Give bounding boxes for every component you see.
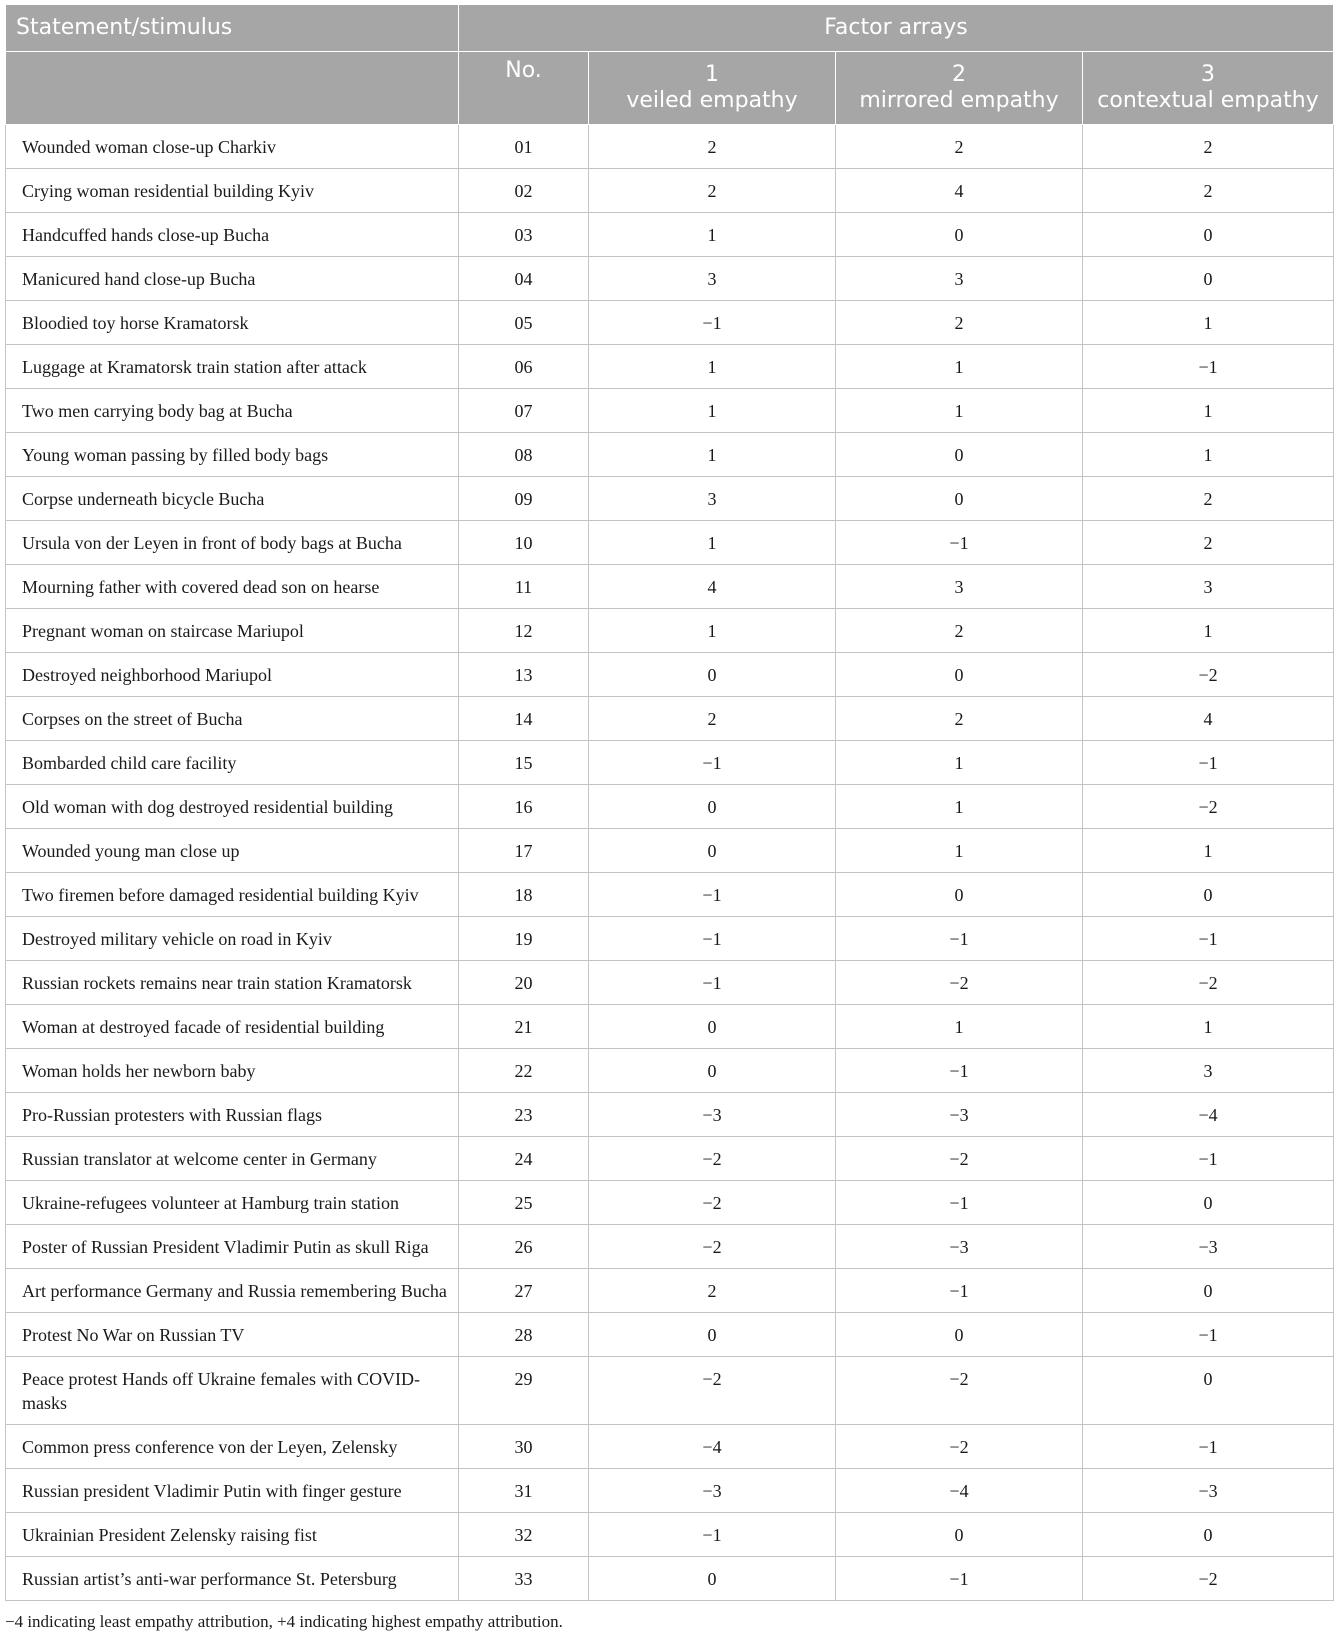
table-header xyxy=(6,5,1334,125)
cell-no: 15 xyxy=(459,741,589,785)
cell-no: 05 xyxy=(459,301,589,345)
cell-factor-3: −2 xyxy=(1083,1557,1334,1601)
cell-statement: Destroyed neighborhood Mariupol xyxy=(6,653,459,697)
cell-factor-3: −1 xyxy=(1083,741,1334,785)
table-row xyxy=(6,741,1334,785)
header-no xyxy=(459,52,589,125)
cell-statement: Peace protest Hands off Ukraine females with COVID-masks xyxy=(6,1357,459,1425)
cell-statement: Ukraine-refugees volunteer at Hamburg train station xyxy=(6,1181,459,1225)
factor-3-number: 3 xyxy=(1201,62,1216,87)
cell-factor-1: 0 xyxy=(589,1557,836,1601)
table-row xyxy=(6,1181,1334,1225)
cell-factor-2: 0 xyxy=(836,477,1083,521)
cell-factor-1: −1 xyxy=(589,961,836,1005)
cell-no: 06 xyxy=(459,345,589,389)
cell-no: 30 xyxy=(459,1425,589,1469)
cell-factor-1: −2 xyxy=(589,1137,836,1181)
table-row xyxy=(6,1225,1334,1269)
cell-factor-3: 2 xyxy=(1083,169,1334,213)
cell-factor-2: 0 xyxy=(836,873,1083,917)
cell-factor-1: −2 xyxy=(589,1357,836,1425)
header-factor-arrays: Factor arrays xyxy=(459,5,1334,52)
cell-statement: Protest No War on Russian TV xyxy=(6,1313,459,1357)
cell-factor-3: 0 xyxy=(1083,1513,1334,1557)
cell-factor-1: 2 xyxy=(589,125,836,169)
cell-factor-2: 1 xyxy=(836,389,1083,433)
cell-factor-1: 1 xyxy=(589,213,836,257)
table-body xyxy=(6,125,1334,1601)
cell-factor-2: −2 xyxy=(836,1137,1083,1181)
cell-factor-3: −1 xyxy=(1083,345,1334,389)
cell-statement: Ukrainian President Zelensky raising fist xyxy=(6,1513,459,1557)
cell-no: 19 xyxy=(459,917,589,961)
cell-factor-1: −1 xyxy=(589,873,836,917)
cell-factor-1: −4 xyxy=(589,1425,836,1469)
cell-factor-2: 2 xyxy=(836,697,1083,741)
cell-factor-1: −1 xyxy=(589,741,836,785)
cell-statement: Two men carrying body bag at Bucha xyxy=(6,389,459,433)
cell-factor-3: 0 xyxy=(1083,1181,1334,1225)
table-footnote: −4 indicating least empathy attribution, +4 indicating highest empathy attribution. xyxy=(5,1612,563,1631)
cell-factor-1: 2 xyxy=(589,169,836,213)
cell-no: 18 xyxy=(459,873,589,917)
cell-factor-1: −1 xyxy=(589,1513,836,1557)
cell-factor-2: 0 xyxy=(836,653,1083,697)
cell-factor-1: 0 xyxy=(589,1313,836,1357)
cell-factor-2: −1 xyxy=(836,521,1083,565)
cell-factor-1: −1 xyxy=(589,917,836,961)
cell-factor-1: 2 xyxy=(589,697,836,741)
cell-no: 32 xyxy=(459,1513,589,1557)
cell-factor-1: 1 xyxy=(589,433,836,477)
cell-factor-3: −1 xyxy=(1083,1425,1334,1469)
cell-factor-2: 0 xyxy=(836,1513,1083,1557)
table-row xyxy=(6,565,1334,609)
cell-factor-2: −1 xyxy=(836,917,1083,961)
cell-factor-3: −2 xyxy=(1083,961,1334,1005)
cell-factor-1: 1 xyxy=(589,521,836,565)
cell-factor-3: −2 xyxy=(1083,785,1334,829)
cell-factor-3: 0 xyxy=(1083,1357,1334,1425)
factor-3-name: contextual empathy xyxy=(1097,88,1319,113)
cell-factor-1: 0 xyxy=(589,1005,836,1049)
cell-statement: Wounded woman close-up Charkiv xyxy=(6,125,459,169)
cell-factor-2: 4 xyxy=(836,169,1083,213)
cell-factor-1: 2 xyxy=(589,1269,836,1313)
cell-factor-3: 1 xyxy=(1083,433,1334,477)
cell-no: 02 xyxy=(459,169,589,213)
cell-factor-2: 2 xyxy=(836,125,1083,169)
cell-factor-3: −1 xyxy=(1083,1313,1334,1357)
table-row xyxy=(6,521,1334,565)
cell-statement: Manicured hand close-up Bucha xyxy=(6,257,459,301)
cell-no: 24 xyxy=(459,1137,589,1181)
cell-factor-2: 1 xyxy=(836,1005,1083,1049)
cell-no: 13 xyxy=(459,653,589,697)
table-row xyxy=(6,213,1334,257)
cell-factor-1: −3 xyxy=(589,1469,836,1513)
cell-factor-2: −1 xyxy=(836,1269,1083,1313)
cell-no: 17 xyxy=(459,829,589,873)
cell-factor-1: 0 xyxy=(589,653,836,697)
cell-no: 04 xyxy=(459,257,589,301)
cell-statement: Pregnant woman on staircase Mariupol xyxy=(6,609,459,653)
cell-factor-1: 1 xyxy=(589,345,836,389)
cell-statement: Handcuffed hands close-up Bucha xyxy=(6,213,459,257)
cell-no: 11 xyxy=(459,565,589,609)
header-no-label: No. xyxy=(505,58,542,83)
cell-no: 21 xyxy=(459,1005,589,1049)
cell-factor-2: 1 xyxy=(836,345,1083,389)
cell-no: 20 xyxy=(459,961,589,1005)
cell-no: 29 xyxy=(459,1357,589,1425)
cell-factor-3: 0 xyxy=(1083,213,1334,257)
cell-factor-2: 0 xyxy=(836,1313,1083,1357)
cell-no: 23 xyxy=(459,1093,589,1137)
cell-factor-3: −3 xyxy=(1083,1469,1334,1513)
table-row xyxy=(6,1137,1334,1181)
cell-no: 08 xyxy=(459,433,589,477)
cell-statement: Russian artist’s anti-war performance St. Petersburg xyxy=(6,1557,459,1601)
cell-factor-3: 0 xyxy=(1083,873,1334,917)
cell-statement: Old woman with dog destroyed residential building xyxy=(6,785,459,829)
header-blank xyxy=(6,52,459,125)
cell-statement: Common press conference von der Leyen, Zelensky xyxy=(6,1425,459,1469)
cell-statement: Corpses on the street of Bucha xyxy=(6,697,459,741)
table-row xyxy=(6,785,1334,829)
cell-factor-2: −3 xyxy=(836,1225,1083,1269)
cell-statement: Russian president Vladimir Putin with finger gesture xyxy=(6,1469,459,1513)
cell-factor-2: 0 xyxy=(836,433,1083,477)
cell-factor-3: 2 xyxy=(1083,477,1334,521)
factor-1-number: 1 xyxy=(705,62,719,87)
table-row xyxy=(6,917,1334,961)
cell-factor-2: −2 xyxy=(836,1425,1083,1469)
cell-no: 28 xyxy=(459,1313,589,1357)
cell-factor-3: −2 xyxy=(1083,653,1334,697)
cell-factor-1: 1 xyxy=(589,389,836,433)
factor-2-name: mirrored empathy xyxy=(859,88,1059,113)
factor-2-number: 2 xyxy=(952,62,966,87)
table-row xyxy=(6,1049,1334,1093)
table-row xyxy=(6,653,1334,697)
cell-factor-2: −1 xyxy=(836,1181,1083,1225)
table-row xyxy=(6,1005,1334,1049)
cell-statement: Corpse underneath bicycle Bucha xyxy=(6,477,459,521)
cell-no: 16 xyxy=(459,785,589,829)
cell-factor-1: −3 xyxy=(589,1093,836,1137)
cell-statement: Pro-Russian protesters with Russian flags xyxy=(6,1093,459,1137)
cell-factor-2: 1 xyxy=(836,785,1083,829)
table-row xyxy=(6,345,1334,389)
cell-factor-1: 1 xyxy=(589,609,836,653)
cell-statement: Young woman passing by filled body bags xyxy=(6,433,459,477)
table-row xyxy=(6,697,1334,741)
cell-no: 03 xyxy=(459,213,589,257)
cell-factor-3: −1 xyxy=(1083,917,1334,961)
table-row xyxy=(6,1425,1334,1469)
table-row xyxy=(6,1469,1334,1513)
table-row xyxy=(6,1269,1334,1313)
cell-statement: Mourning father with covered dead son on hearse xyxy=(6,565,459,609)
table-row xyxy=(6,477,1334,521)
table-row xyxy=(6,609,1334,653)
table-row xyxy=(6,125,1334,169)
cell-statement: Russian rockets remains near train station Kramatorsk xyxy=(6,961,459,1005)
cell-factor-2: 1 xyxy=(836,741,1083,785)
cell-factor-3: 3 xyxy=(1083,565,1334,609)
cell-factor-1: 0 xyxy=(589,1049,836,1093)
cell-factor-2: −1 xyxy=(836,1049,1083,1093)
cell-no: 09 xyxy=(459,477,589,521)
cell-factor-2: 3 xyxy=(836,565,1083,609)
cell-statement: Destroyed military vehicle on road in Kyiv xyxy=(6,917,459,961)
table-row xyxy=(6,169,1334,213)
cell-factor-3: 1 xyxy=(1083,389,1334,433)
cell-factor-1: 0 xyxy=(589,785,836,829)
header-factor-2 xyxy=(836,52,1083,125)
cell-factor-1: 0 xyxy=(589,829,836,873)
cell-statement: Art performance Germany and Russia remembering Bucha xyxy=(6,1269,459,1313)
cell-factor-3: −3 xyxy=(1083,1225,1334,1269)
table-row xyxy=(6,873,1334,917)
cell-factor-3: 1 xyxy=(1083,829,1334,873)
cell-factor-2: 1 xyxy=(836,829,1083,873)
cell-factor-3: 0 xyxy=(1083,257,1334,301)
cell-no: 22 xyxy=(459,1049,589,1093)
table-row xyxy=(6,301,1334,345)
cell-factor-2: 2 xyxy=(836,301,1083,345)
cell-no: 26 xyxy=(459,1225,589,1269)
cell-factor-2: −1 xyxy=(836,1557,1083,1601)
cell-factor-2: −3 xyxy=(836,1093,1083,1137)
cell-factor-3: 1 xyxy=(1083,301,1334,345)
cell-factor-1: −2 xyxy=(589,1181,836,1225)
table-row xyxy=(6,1513,1334,1557)
cell-factor-3: 2 xyxy=(1083,521,1334,565)
cell-factor-2: −2 xyxy=(836,1357,1083,1425)
cell-statement: Bloodied toy horse Kramatorsk xyxy=(6,301,459,345)
cell-factor-3: 2 xyxy=(1083,125,1334,169)
cell-factor-3: −4 xyxy=(1083,1093,1334,1137)
cell-factor-3: 4 xyxy=(1083,697,1334,741)
cell-factor-1: 3 xyxy=(589,477,836,521)
cell-no: 07 xyxy=(459,389,589,433)
table-row xyxy=(6,961,1334,1005)
cell-factor-2: 0 xyxy=(836,213,1083,257)
cell-no: 31 xyxy=(459,1469,589,1513)
cell-no: 33 xyxy=(459,1557,589,1601)
table-row xyxy=(6,433,1334,477)
cell-statement: Two firemen before damaged residential building Kyiv xyxy=(6,873,459,917)
header-factor-1 xyxy=(589,52,836,125)
cell-statement: Woman at destroyed facade of residential building xyxy=(6,1005,459,1049)
cell-statement: Wounded young man close up xyxy=(6,829,459,873)
table-row xyxy=(6,257,1334,301)
cell-statement: Crying woman residential building Kyiv xyxy=(6,169,459,213)
cell-no: 12 xyxy=(459,609,589,653)
table-row xyxy=(6,1357,1334,1425)
header-stimulus: Statement/stimulus xyxy=(6,5,459,52)
cell-factor-3: 3 xyxy=(1083,1049,1334,1093)
cell-factor-3: 1 xyxy=(1083,1005,1334,1049)
cell-statement: Poster of Russian President Vladimir Putin as skull Riga xyxy=(6,1225,459,1269)
cell-no: 25 xyxy=(459,1181,589,1225)
table-row xyxy=(6,389,1334,433)
table-row xyxy=(6,1557,1334,1601)
cell-statement: Woman holds her newborn baby xyxy=(6,1049,459,1093)
cell-factor-3: 1 xyxy=(1083,609,1334,653)
cell-factor-1: 3 xyxy=(589,257,836,301)
factor-arrays-table xyxy=(5,4,1334,1601)
header-factor-3 xyxy=(1083,52,1334,125)
cell-factor-3: −1 xyxy=(1083,1137,1334,1181)
cell-statement: Russian translator at welcome center in Germany xyxy=(6,1137,459,1181)
table-row xyxy=(6,1093,1334,1137)
cell-no: 01 xyxy=(459,125,589,169)
cell-factor-1: −2 xyxy=(589,1225,836,1269)
cell-factor-1: 4 xyxy=(589,565,836,609)
cell-no: 10 xyxy=(459,521,589,565)
cell-factor-2: −2 xyxy=(836,961,1083,1005)
factor-1-name: veiled empathy xyxy=(626,88,798,113)
cell-statement: Luggage at Kramatorsk train station after attack xyxy=(6,345,459,389)
cell-statement: Bombarded child care facility xyxy=(6,741,459,785)
cell-factor-2: 2 xyxy=(836,609,1083,653)
cell-factor-2: 3 xyxy=(836,257,1083,301)
cell-factor-1: −1 xyxy=(589,301,836,345)
cell-no: 14 xyxy=(459,697,589,741)
cell-factor-3: 0 xyxy=(1083,1269,1334,1313)
table-row xyxy=(6,829,1334,873)
cell-no: 27 xyxy=(459,1269,589,1313)
cell-statement: Ursula von der Leyen in front of body bags at Bucha xyxy=(6,521,459,565)
cell-factor-2: −4 xyxy=(836,1469,1083,1513)
table-container xyxy=(5,4,1333,1633)
table-row xyxy=(6,1313,1334,1357)
